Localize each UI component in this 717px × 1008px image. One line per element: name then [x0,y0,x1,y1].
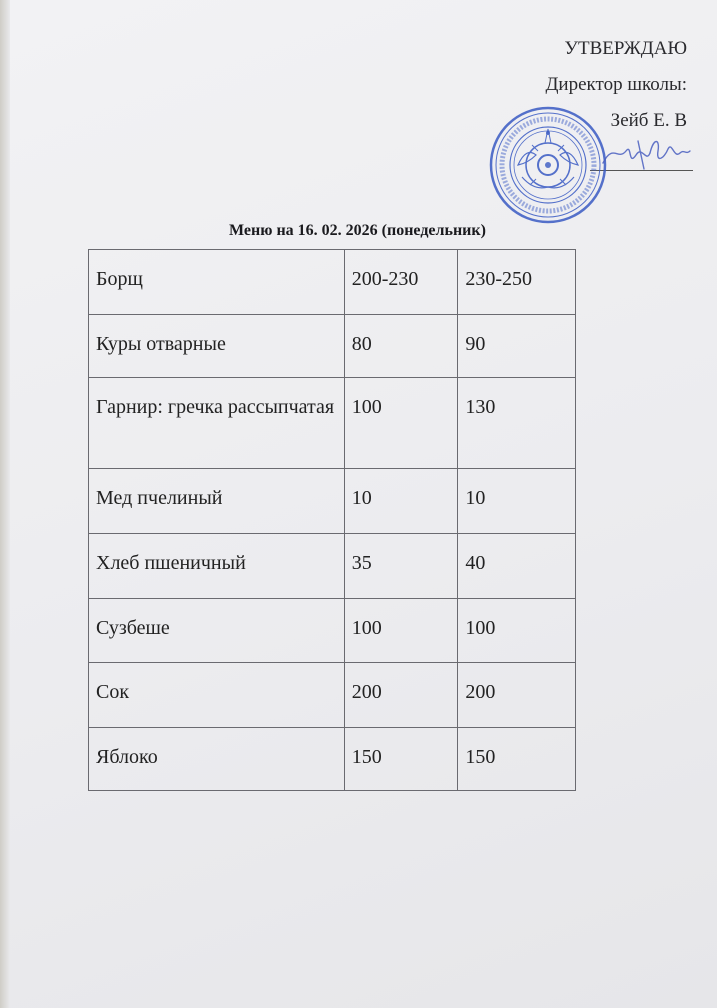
approver-name: Зейб Е. В [610,110,687,131]
portion-small: 10 [344,469,458,534]
approval-heading: УТВЕРЖДАЮ [564,38,687,59]
portion-large: 40 [458,534,576,599]
portion-small: 200-230 [344,250,458,315]
dish-name: Сок [89,663,345,728]
handwritten-signature-icon [598,133,693,173]
dish-name: Хлеб пшеничный [89,534,345,599]
table-row [89,378,576,469]
table-row [89,315,576,378]
portion-large: 230-250 [458,250,576,315]
portion-large: 200 [458,663,576,728]
portion-large: 90 [458,315,576,378]
dish-name: Мед пчелиный [89,469,345,534]
dish-name: Яблоко [89,728,345,791]
table-row [89,534,576,599]
dish-name: Куры отварные [89,315,345,378]
paper-edge [0,0,10,1008]
portion-small: 80 [344,315,458,378]
portion-large: 100 [458,599,576,663]
table-row [89,599,576,663]
portion-large: 130 [458,378,576,469]
portion-large: 10 [458,469,576,534]
portion-small: 100 [344,378,458,469]
table-row [89,663,576,728]
portion-small: 35 [344,534,458,599]
menu-title: Меню на 16. 02. 2026 (понедельник) [229,222,486,239]
portion-small: 100 [344,599,458,663]
dish-name: Борщ [89,250,345,315]
official-seal-icon [488,105,608,225]
table-row [89,728,576,791]
table-row [89,250,576,315]
approver-position: Директор школы: [545,74,687,95]
dish-name: Сузбеше [89,599,345,663]
table-row [89,469,576,534]
dish-name: Гарнир: гречка рассыпчатая [89,378,345,469]
menu-table [88,249,576,791]
portion-large: 150 [458,728,576,791]
portion-small: 150 [344,728,458,791]
portion-small: 200 [344,663,458,728]
